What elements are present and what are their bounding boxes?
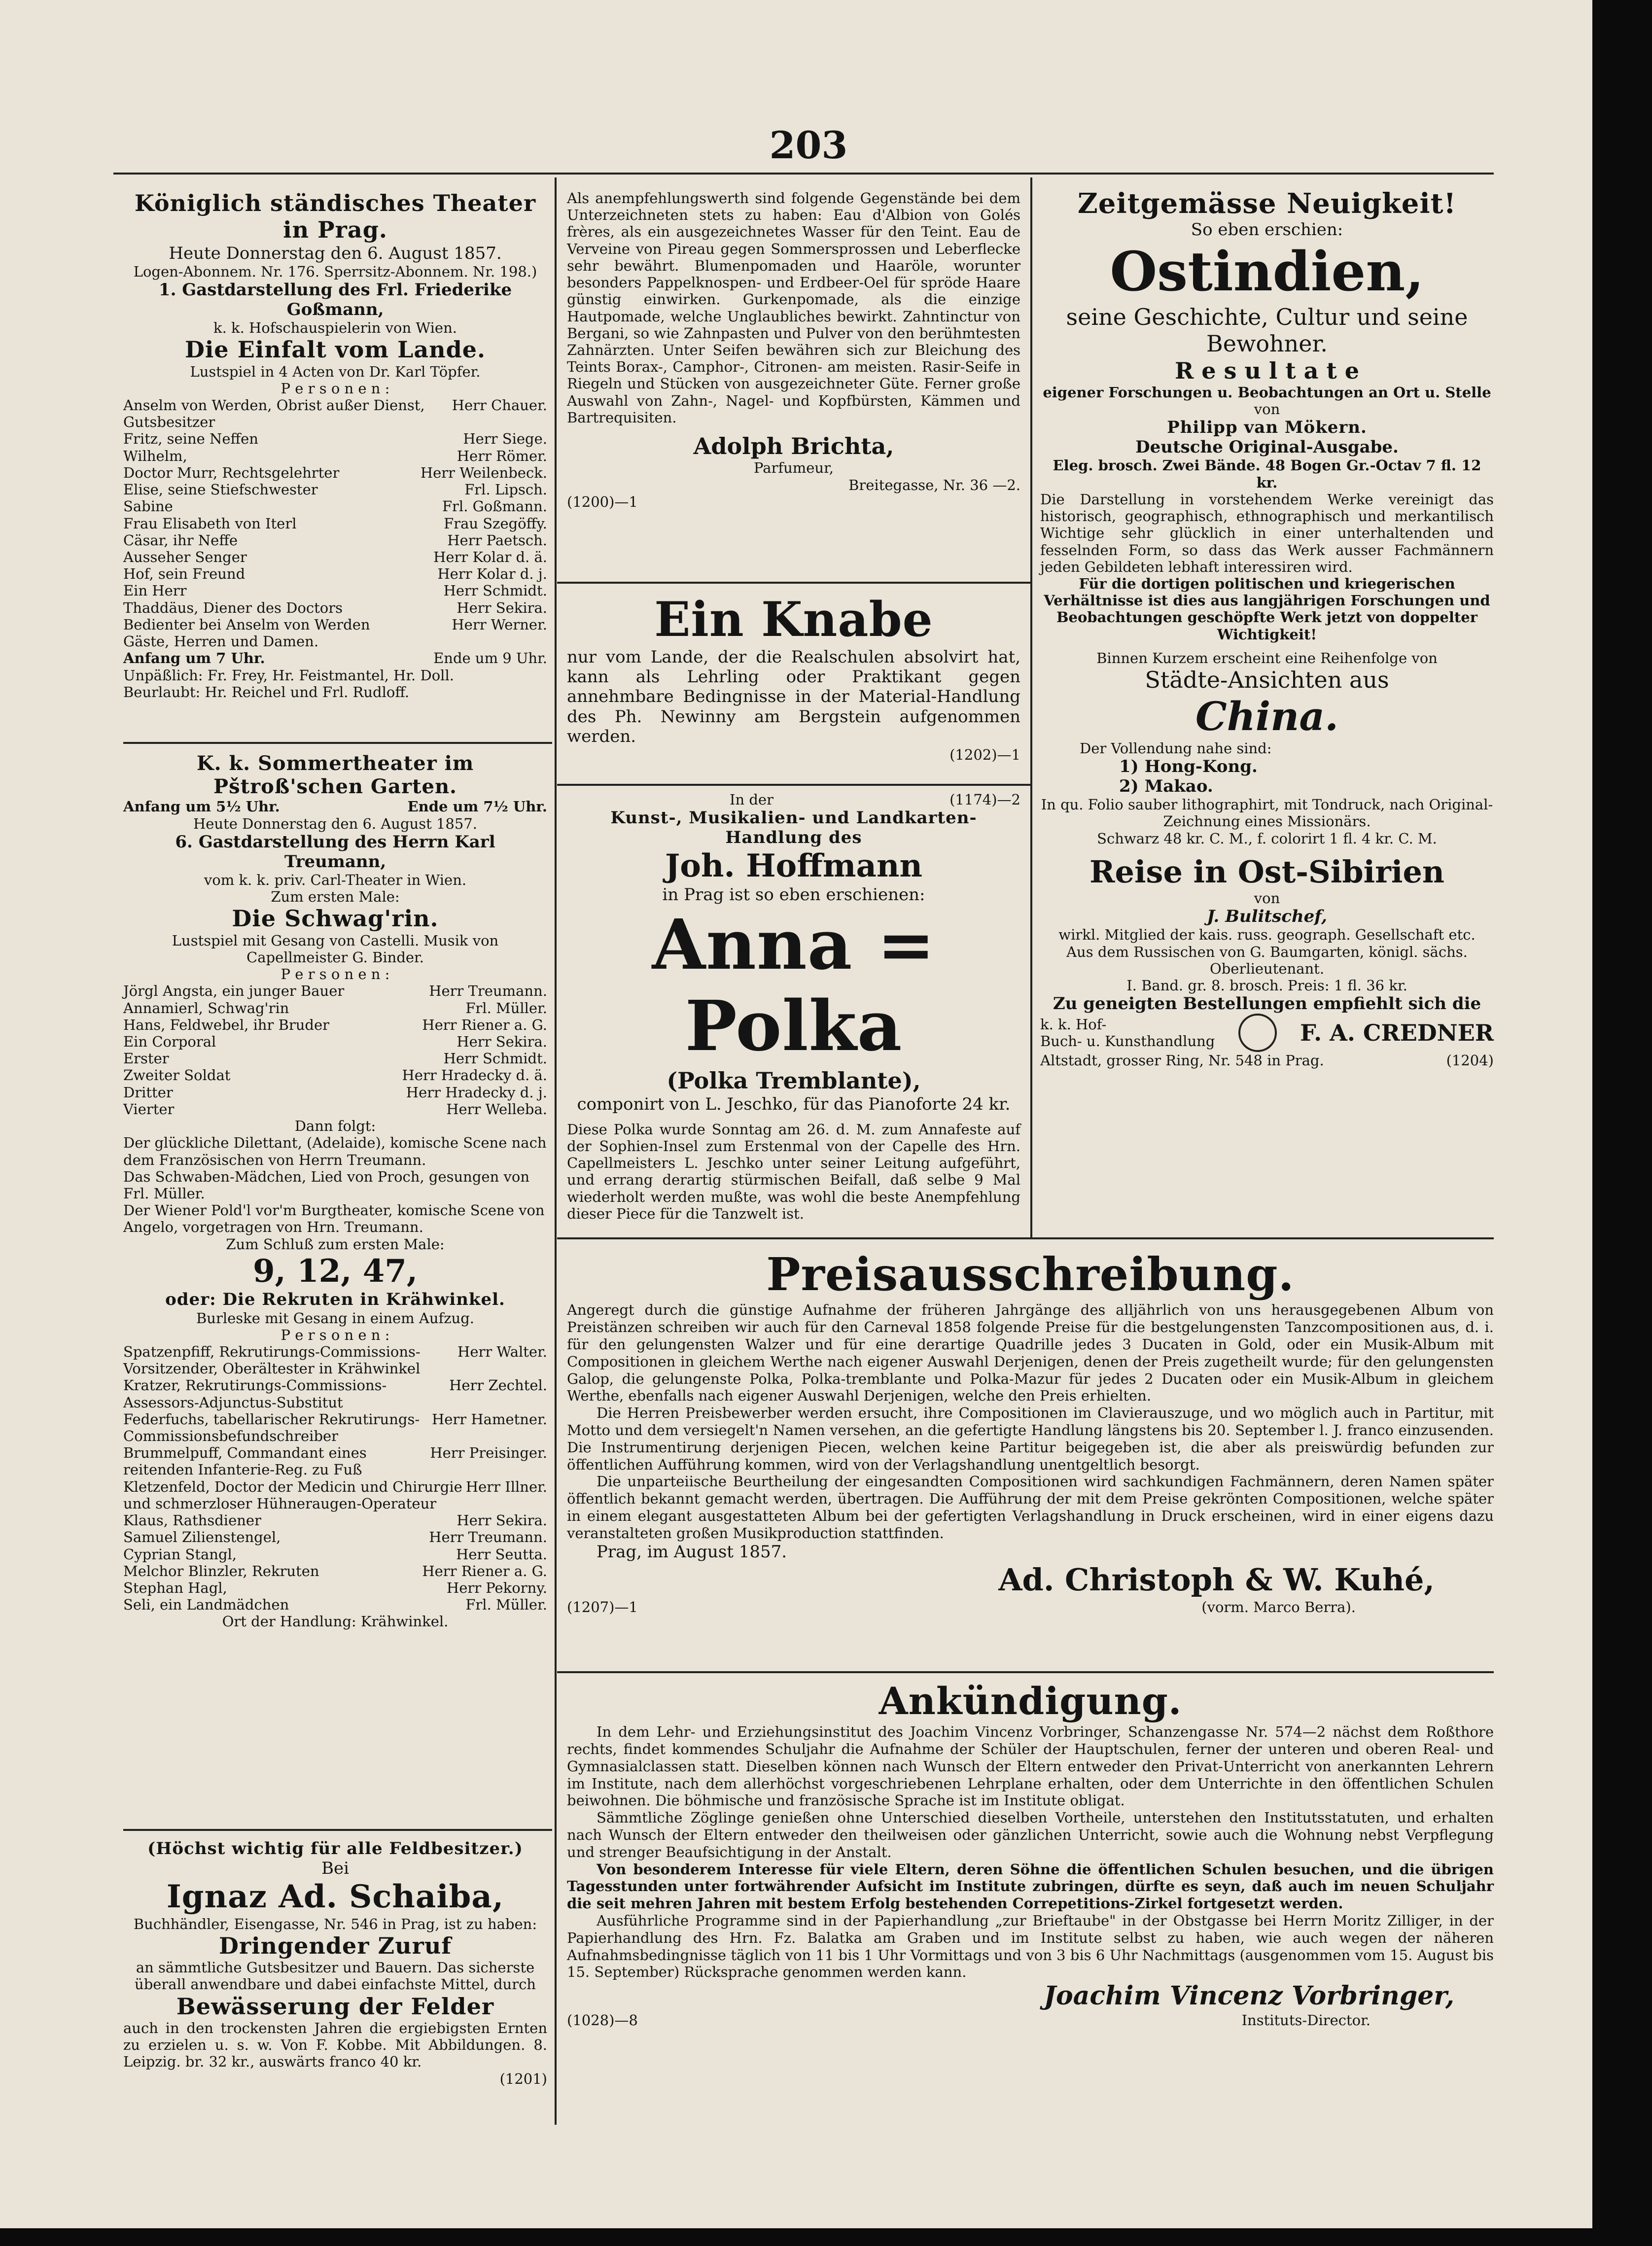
cast-row — [123, 1033, 547, 1050]
cast-actor: Herr Riener a. G. — [422, 1016, 547, 1033]
col2-rule-1 — [557, 582, 1030, 584]
col2-rule-2 — [557, 784, 1030, 786]
cast-row — [123, 1050, 547, 1067]
description-2: Für die dortigen politischen und kriegerischen Verhältnisse ist dies aus langjährigen Forschungen und Beobachtungen geschöpfte Werk jetzt von doppelter Wichtigkeit! — [1044, 575, 1490, 643]
cast-role: Zweiter Soldat — [123, 1067, 231, 1084]
cast-row — [123, 1067, 547, 1084]
cast-actor: Herr Walter. — [457, 1343, 547, 1360]
cast-row — [123, 582, 547, 599]
book-desc: an sämmtliche Gutsbesitzer und Bauern. Das sicherste überall anwendbare und dabei einfachste Mittel, durch — [135, 1959, 536, 1993]
cast-row — [123, 481, 547, 498]
cast-role: Ein Corporal — [123, 1033, 216, 1051]
makao: 2) Makao. — [1119, 776, 1213, 797]
translator: Aus dem Russischen von G. Baumgarten, königl. sächs. Oberlieutenant. — [1066, 943, 1468, 977]
cast-row — [123, 1084, 547, 1101]
cast-actor: Herr Treumann. — [429, 1529, 547, 1546]
author: Philipp van Mökern. — [1167, 418, 1367, 438]
cast-actor: Herr Hradecky d. j. — [406, 1084, 547, 1101]
cast-role: Cyprian Stangl, — [123, 1545, 237, 1563]
travel-title: Reise in Ost-Sibirien — [1090, 853, 1444, 890]
von: von — [1254, 401, 1280, 418]
cast-actor: Herr Chauer. — [452, 397, 547, 414]
column-rule-right — [1030, 177, 1032, 1237]
publisher-name: Joh. Hoffmann — [665, 847, 922, 885]
cast-row — [123, 1017, 547, 1033]
cast-actor: Herr Seutta. — [456, 1545, 547, 1563]
cast-row — [123, 1343, 547, 1377]
cast-actor: Herr Werner. — [452, 616, 547, 633]
just-published: So eben erschien: — [1191, 220, 1343, 240]
start-time: Anfang um 7 Uhr. — [123, 650, 265, 667]
publisher-address: in Prag ist so eben erschienen: — [662, 884, 925, 905]
prize-competition — [567, 1247, 1494, 1616]
cast-row — [123, 599, 547, 616]
intro: In der — [730, 791, 773, 808]
prize-title: Preisausschreibung. — [766, 1248, 1295, 1301]
ad-code: (1028)—8 — [567, 2011, 638, 2029]
play-title: Die Schwag'rin. — [232, 905, 439, 932]
ad-code: (1204) — [1446, 1052, 1494, 1069]
notice-body-4: Ausführliche Programme sind in der Papierhandlung „zur Brieftaube" in der Obstgasse bei Herrn Moritz Zilliger, in der Papierhandlung des Hrn. Fz. Balatka am Graben und im Institute selbst zu haben, wie auch wegen der näheren Aufnahmsbedingnisse täglich von 11 bis 1 Uhr Vormittags und von 3 bis 6 Uhr Nachmittags (ausgenommen vom 15. August bis 15. September) Rücksprache genommen werden kann. — [567, 1912, 1494, 1981]
cast-role: Federfuchs, tabellarischer Rekrutirungs-Commissionsbefundschreiber — [123, 1410, 420, 1445]
end-time: Ende um 9 Uhr. — [433, 650, 547, 667]
then-heading: Dann folgt: — [294, 1118, 376, 1135]
cast-actor: Herr Siege. — [463, 430, 547, 448]
cast-role: Anselm von Werden, Obrist außer Dienst, Gutsbesitzer — [123, 397, 425, 431]
ad-title: Ein Knabe — [654, 592, 933, 647]
composer: componirt von L. Jeschko, für das Pianoforte 24 kr. — [577, 1094, 1011, 1114]
results-2: eigener Forschungen u. Beobachtungen an Ort u. Stelle — [1043, 384, 1491, 401]
intro-row — [567, 791, 1020, 808]
cast-role: Thaddäus, Diener des Doctors — [123, 599, 343, 616]
ad-bei: Bei — [321, 1859, 349, 1879]
results: R e s u l t a t e — [1175, 357, 1359, 384]
firm-address-row — [1040, 1052, 1494, 1069]
firm-label-1: k. k. Hof- — [1040, 1016, 1107, 1033]
cast-actor: Herr Sekira. — [457, 1033, 547, 1051]
cast-role: Seli, ein Landmädchen — [123, 1596, 289, 1614]
leave-note: Beurlaubt: Hr. Reichel und Frl. Rudloff. — [123, 683, 410, 701]
time-row — [123, 798, 547, 815]
theater-guest-2: k. k. Hofschauspielerin von Wien. — [213, 319, 457, 337]
firm-row — [1040, 1014, 1494, 1052]
cast-actor: Frl. Müller. — [465, 999, 547, 1017]
cast-row — [123, 616, 547, 633]
cast-actor: Herr Illner. — [465, 1478, 547, 1495]
order-note: Zu geneigten Bestellungen empfiehlt sich die — [1053, 994, 1481, 1014]
cast-row — [123, 549, 547, 565]
polka-title: Anna = Polka — [652, 905, 936, 1067]
china-views: Städte-Ansichten aus — [1145, 667, 1389, 694]
theater-abo: Logen-Abonnem. Nr. 176. Sperrsitz-Abonnem. Nr. 198.) — [133, 263, 537, 280]
cast-actor: Frl. Müller. — [465, 1596, 547, 1614]
ad-code: (1207)—1 — [567, 1598, 638, 1615]
ad-code: (1202)—1 — [949, 746, 1020, 763]
china-price: Schwarz 48 kr. C. M., f. colorirt 1 fl. 4 kr. C. M. — [1097, 830, 1437, 847]
program-item: Der Wiener Pold'l vor'm Burgtheater, komische Scene von Angelo, vorgetragen von Hrn. Treumann. — [123, 1202, 545, 1236]
theater-title: K. k. Sommertheater im Pštroß'schen Garten. — [196, 752, 474, 799]
ad-code: (1201) — [499, 2070, 547, 2087]
farm-advertisement — [123, 1839, 547, 2087]
theater-guest: 1. Gastdarstellung des Frl. Friederike Goßmann, — [158, 280, 512, 319]
travel-price: I. Band. gr. 8. brosch. Preis: 1 fl. 36 kr. — [1126, 977, 1407, 994]
cast-row — [123, 515, 547, 532]
polka-subtitle: (Polka Tremblante), — [667, 1067, 921, 1094]
finale-genre: Burleske mit Gesang in einem Aufzug. — [196, 1309, 474, 1327]
prize-footer — [567, 1599, 1494, 1616]
notice-title: Ankündigung. — [879, 1679, 1182, 1723]
cast-role: Erster — [123, 1050, 169, 1067]
cast-list — [123, 397, 547, 633]
firm-label-2: Buch- u. Kunsthandlung — [1040, 1033, 1215, 1050]
cast-row — [123, 1546, 547, 1563]
book-title-2: Bewässerung der Felder — [176, 1993, 494, 2020]
cast-actor: Herr Sekira. — [457, 1512, 547, 1529]
cast-actor: Frl. Goßmann. — [442, 498, 547, 515]
first-time: Zum ersten Male: — [271, 888, 400, 906]
book-title: Dringender Zuruf — [218, 1932, 452, 1959]
bookshop-advertisement — [1040, 187, 1494, 1069]
persons-heading: P e r s o n e n : — [281, 1326, 390, 1343]
start-time: Anfang um 5½ Uhr. — [123, 798, 280, 815]
theater-date: Heute Donnerstag den 6. August 1857. — [193, 815, 477, 832]
theater-listing-2 — [123, 752, 547, 1630]
theater-guest-2: vom k. k. priv. Carl-Theater in Wien. — [204, 872, 467, 889]
prize-body-3: Die unparteiische Beurtheilung der eingesandten Compositionen wird sachkundigen Fachmännern, deren Namen später öffentlich bekannt gemacht werden, übertragen. Die Aufführung der mit dem Preise gekrönten Compositionen, welche später in einem elegant ausgestatteten Album bei der gefertigten Verlagshandlung in Druck erscheinen, wird in einer eigens dazu veranstalteten großen Musikproduction stattfinden. — [567, 1473, 1494, 1542]
book-title: Ostindien, — [1110, 240, 1424, 304]
cast-actor: Herr Kolar d. j. — [437, 565, 547, 583]
ad-headline: (Höchst wichtig für alle Feldbesitzer.) — [147, 1839, 523, 1859]
firm-address: Altstadt, grosser Ring, Nr. 548 in Prag. — [1040, 1052, 1324, 1069]
description: Die Darstellung in vorstehendem Werke vereinigt das historisch, geographisch, ethnographisch und merkantilisch Wichtige sehr glücklich in einer unterhaltenden und fesselnden Form, so dass das Werk ausser Fachmännern jeden Gebildeten lebhaft interessiren wird. — [1040, 491, 1494, 575]
place-of-action: Ort der Handlung: Krähwinkel. — [222, 1613, 449, 1630]
time-row — [123, 650, 547, 667]
cast-row — [123, 1529, 547, 1545]
col1-rule-2 — [123, 1829, 552, 1831]
program-item: Das Schwaben-Mädchen, Lied von Proch, gesungen von Frl. Müller. — [123, 1168, 529, 1202]
cast-actor: Herr Treumann. — [429, 983, 547, 1000]
persons-heading: P e r s o n e n : — [281, 380, 390, 397]
cast-actor: Herr Zechtel. — [449, 1377, 547, 1394]
cast-role: Sabine — [123, 498, 173, 515]
notice-signature-2: Instituts-Director. — [1241, 2011, 1371, 2029]
ad-body: nur vom Lande, der die Realschulen absolvirt hat, kann als Lehrling oder Praktikant gegen annehmbare Bedingnisse in der Material-Handlung des Ph. Newinny am Bergstein aufgenommen werden. — [567, 647, 1020, 746]
near-completion: Der Vollendung nahe sind: — [1080, 739, 1272, 757]
notice-body: In dem Lehr- und Erziehungsinstitut des Joachim Vincenz Vorbringer, Schanzengasse Nr. 574—2 nächst dem Roßthore rechts, findet kommendes Schuljahr die Aufnahme der Schüler der Hauptschulen, ferner der unteren und oberen Real- und Gymnasialclassen statt. Dieselben können nach Wunsch der Eltern entweder den Privat-Unterricht von anerkannten Lehrern im Institute, nach dem allerhöchst vorgeschriebenen Lehrplane erhalten, oder dem Unterrichte in den öffentlichen Schulen beiwohnen. Die böhmische und französische Sprache ist im Institute obligat. — [567, 1723, 1494, 1809]
prize-place: Prag, im August 1857. — [597, 1542, 787, 1562]
cast-role: Dritter — [123, 1084, 173, 1101]
notice-body-2: Sämmtliche Zöglinge genießen ohne Unterschied dieselben Vortheile, unterstehen den Institutsstatuten, und erhalten nach Wunsch der Eltern entweder den theilweisen oder gänzlichen Unterricht, sowie auch die Wohnung nebst Verpflegung und strenger Beaufsichtigung in der Anstalt. — [567, 1809, 1494, 1860]
cast-role: Ein Herr — [123, 582, 187, 599]
cast-role: Ausseher Senger — [123, 548, 247, 565]
cast-row — [123, 1377, 547, 1410]
cast-row — [123, 1411, 547, 1444]
cast-row — [123, 983, 547, 999]
section-rule — [557, 1237, 1494, 1239]
prize-body-2: Die Herren Preisbewerber werden ersucht, ihre Compositionen im Clavierauszuge, und wo möglich auch in Partitur, mit Motto und dem versiegelt'n Namen versehen, an die gefertigte Handlung längstens bis 20. September l. J. franco einzusenden. Die Instrumentirung derjenigen Piecen, welchen keine Partitur beigegeben ist, die aber als preiswürdig befunden zur öffentlichen Aufführung kommen, wird von der Verlagshandlung unentgeltlich besorgt. — [567, 1404, 1494, 1473]
cast-row — [123, 1000, 547, 1017]
travel-author: J. Bulitschef, — [1206, 907, 1328, 927]
notice-body-3: Von besonderem Interesse für viele Eltern, deren Söhne die öffentlichen Schulen besuchen, und die übrigen Tagesstunden unter fortwährender Aufsicht im Institute zubringen, dürfte es seyn, daß auch im neuen Schuljahr die seit mehren Jahren mit bestem Erfolg bestehenden Correpetitions-Zirkel fortgesetzt werden. — [567, 1860, 1494, 1912]
firm-label — [1040, 1016, 1215, 1050]
cast-role: Melchor Blinzler, Rekruten — [123, 1562, 319, 1579]
cast-actor: Herr Schmidt. — [443, 1050, 547, 1067]
cast-row — [123, 1444, 547, 1478]
col1-rule-1 — [123, 742, 552, 744]
cast-row — [123, 1512, 547, 1529]
cast-row — [123, 1596, 547, 1613]
travel-author-role: wirkl. Mitglied der kais. russ. geograph. Gesellschaft etc. — [1058, 926, 1476, 944]
cast-role: Fritz, seine Neffen — [123, 430, 258, 448]
hoffmann-advertisement — [567, 791, 1020, 1222]
ad-code: (1174)—2 — [949, 791, 1020, 808]
prize-body: Angeregt durch die günstige Aufnahme der früheren Jahrgänge des alljährlich von uns herausgegebenen Album von Preistänzen schreiben wir auch für den Carneval 1858 folgende Preise für die bestgelungensten Tanzcompositionen aus, d. i. für den gelungensten Walzer und für eine derartige Quadrille jedes 3 Ducaten in Gold, oder ein Musik-Album mit Compositionen in gleichem Werthe nach eigener Auswahl Derjenigen, denen der Preis zugetheilt wurde; für den gelungensten Galop, die gelungenste Polka, Polka-tremblante und Polka-Mazur für jedes 2 Ducaten oder ein Musik-Album in gleichem Werthe, ebenfalls nach eigener Auswahl Derjenigen, welche den Preis erhielten. — [567, 1301, 1494, 1404]
hong-kong: 1) Hong-Kong. — [1119, 756, 1258, 776]
merchant-address: Breitegasse, Nr. 36 —2. — [848, 476, 1020, 493]
play-title: Die Einfalt vom Lande. — [184, 336, 486, 363]
extras: Gäste, Herren und Damen. — [123, 633, 319, 650]
cast-actor: Herr Hradecky d. ä. — [402, 1067, 547, 1084]
firm-name: F. A. CREDNER — [1300, 1019, 1494, 1047]
cast-row — [123, 1579, 547, 1596]
cast-role: Samuel Zilienstengel, — [123, 1529, 281, 1546]
cast-row — [123, 565, 547, 582]
brichta-advertisement — [567, 190, 1020, 510]
cast-role: Stephan Hagl, — [123, 1579, 227, 1597]
cast-role: Hof, sein Freund — [123, 565, 246, 583]
soon: Binnen Kurzem erscheint eine Reihenfolge von — [1096, 649, 1438, 667]
cast-list-2 — [123, 1343, 547, 1614]
cast-actor: Herr Paetsch. — [447, 531, 547, 549]
cast-role: Hans, Feldwebel, ihr Bruder — [123, 1016, 330, 1033]
persons-heading: P e r s o n e n : — [281, 966, 390, 983]
cast-actor: Herr Römer. — [457, 447, 547, 464]
cast-actor: Herr Schmidt. — [443, 582, 547, 599]
imperial-eagle-icon — [1238, 1014, 1277, 1052]
cast-role: Jörgl Angsta, ein junger Bauer — [123, 983, 345, 1000]
header-rule — [113, 173, 1494, 175]
ad-head: Zeitgemässe Neuigkeit! — [1077, 187, 1457, 220]
prize-signature-2: (vorm. Marco Berra). — [1201, 1598, 1356, 1615]
cast-role: Klaus, Rathsdiener — [123, 1512, 261, 1529]
theater-guest: 6. Gastdarstellung des Herrn Karl Treumann, — [175, 832, 495, 872]
prize-signature: Ad. Christoph & W. Kuhé, — [998, 1562, 1435, 1598]
cast-actor: Herr Preisinger. — [430, 1444, 547, 1462]
cast-actor: Herr Sekira. — [457, 599, 547, 616]
cast-role: Vierter — [123, 1100, 175, 1118]
merchant-role: Parfumeur, — [753, 459, 834, 477]
cast-row — [123, 532, 547, 549]
price: Eleg. brosch. Zwei Bände. 48 Bogen Gr.-Octav 7 fl. 12 kr. — [1053, 457, 1481, 491]
book-subtitle: seine Geschichte, Cultur und seine Bewohner. — [1066, 303, 1468, 357]
cast-row — [123, 1101, 547, 1118]
cast-actor: Frl. Lipsch. — [464, 481, 547, 498]
cast-role: Doctor Murr, Rechtsgelehrter — [123, 464, 340, 481]
cast-role: Cäsar, ihr Neffe — [123, 531, 238, 549]
column-rule-left — [555, 177, 557, 2125]
folio-note: In qu. Folio sauber lithographirt, mit Tondruck, nach Original-Zeichnung eines Missionärs. — [1041, 796, 1493, 830]
cast-role: Kratzer, Rekrutirungs-Commissions-Assessors-Adjunctus-Substitut — [123, 1377, 387, 1411]
cast-role: Spatzenpfiff, Rekrutirungs-Commissions-Vorsitzender, Oberältester in Krähwinkel — [123, 1343, 421, 1377]
cast-row — [123, 464, 547, 481]
finale-heading: Zum Schluß zum ersten Male: — [226, 1235, 445, 1253]
cast-role: Wilhelm, — [123, 447, 187, 464]
bookseller-address: Buchhändler, Eisengasse, Nr. 546 in Prag, ist zu haben: — [133, 1915, 537, 1932]
cast-actor: Frau Szegöffy. — [444, 515, 547, 532]
cast-row — [123, 430, 547, 447]
notice-footer — [567, 2012, 1494, 2029]
von-2: von — [1254, 889, 1280, 907]
theater-listing-1 — [123, 190, 547, 701]
sick-note: Unpäßlich: Fr. Frey, Hr. Feistmantel, Hr. Doll. — [123, 667, 454, 684]
ad-body: Als anempfehlungswerth sind folgende Gegenstände bei dem Unterzeichneten stets zu haben: Eau d'Albion von Golés frères, als ein ausgezeichnetes Wasser für den Teint. Eau de Verveine von Pireau gegen Sommersprossen und Leberflecke sehr bewährt. Blumenpomaden und Haaröle, worunter besonders Pappelknospen- und Erdbeer-Oel für spröde Haare günstig einwirken. Gurkenpomade, als die einzige Hautpomade, welche Unglaubliches bewirkt. Zahntinctur von Bergani, so wie Zahnpasten und Pulver von den berühmtesten Zahnärzten. Unter Seifen bewähren sich zur Bleichung des Teints Borax-, Camphor-, Citronen- am meisten. Rasir-Seife in Riegeln und Stücken von ausgezeichneter Güte. Ferner große Auswahl von Zahn-, Nagel- und Kopfbürsten, Kämmen und Bartrequisiten. — [567, 190, 1020, 426]
cast-list — [123, 983, 547, 1118]
cast-actor: Herr Riener a. G. — [422, 1562, 547, 1579]
finale-play: oder: Die Rekruten in Krähwinkel. — [165, 1290, 505, 1310]
cast-actor: Herr Hametner. — [431, 1410, 547, 1428]
cast-row — [123, 448, 547, 464]
play-genre: Lustspiel in 4 Acten von Dr. Karl Töpfer. — [190, 363, 481, 380]
page-number: 203 — [769, 123, 848, 167]
edition: Deutsche Original-Ausgabe. — [1135, 437, 1399, 457]
shop-name: Kunst-, Musikalien- und Landkarten-Handlung des — [610, 808, 977, 848]
cast-row — [123, 1563, 547, 1579]
notice-signature: Joachim Vincenz Vorbringer, — [1044, 1981, 1454, 2011]
china-title: China. — [1195, 693, 1339, 740]
theater-date: Heute Donnerstag den 6. August 1857. — [169, 243, 502, 263]
cast-role: Frau Elisabeth von Iterl — [123, 515, 297, 532]
theater-title: Königlich ständisches Theater in Prag. — [134, 190, 536, 244]
cast-row — [123, 1478, 547, 1512]
knabe-advertisement — [567, 592, 1020, 763]
cast-role: Kletzenfeld, Doctor der Medicin und Chirurgie und schmerzloser Hühneraugen-Operateur — [123, 1478, 462, 1512]
cast-actor: Herr Kolar d. ä. — [433, 548, 547, 565]
cast-actor: Herr Weilenbeck. — [420, 464, 547, 481]
cast-role: Annamierl, Schwag'rin — [123, 999, 289, 1017]
cast-actor: Herr Pekorny. — [446, 1579, 547, 1597]
cast-role: Elise, seine Stiefschwester — [123, 481, 318, 498]
cast-role: Brummelpuff, Commandant eines reitenden Infanterie-Reg. zu Fuß — [123, 1444, 367, 1478]
ad-code: (1200)—1 — [567, 493, 638, 510]
bookseller-name: Ignaz Ad. Schaiba, — [166, 1878, 504, 1916]
finale-numbers: 9, 12, 47, — [252, 1252, 418, 1290]
merchant-name: Adolph Brichta, — [693, 433, 894, 460]
cast-actor: Herr Welleba. — [446, 1100, 547, 1118]
program-item: Der glückliche Dilettant, (Adelaide), komische Scene nach dem Französischen von Herrn Treumann. — [123, 1134, 547, 1168]
end-time: Ende um 7½ Uhr. — [407, 798, 547, 815]
cast-row — [123, 397, 547, 430]
play-genre: Lustspiel mit Gesang von Castelli. Musik von Capellmeister G. Binder. — [172, 932, 499, 966]
section-rule-2 — [557, 1671, 1494, 1673]
ad-body: Diese Polka wurde Sonntag am 26. d. M. zum Annafeste auf der Sophien-Insel zum Erstenmal von der Capelle des Hrn. Capellmeisters L. Jeschko unter seiner Leitung aufgeführt, und errang derartig stürmischen Beifall, daß selbe 9 Mal wiederholt werden mußte, was wohl die beste Anempfehlung dieser Piece für die Tanzwelt ist. — [567, 1121, 1020, 1222]
cast-role: Bedienter bei Anselm von Werden — [123, 616, 370, 633]
book-desc-2: auch in den trockensten Jahren die ergiebigsten Ernten zu erzielen u. s. w. Von F. Kobbe. Mit Abbildungen. 8. Leipzig. br. 32 kr., auswärts franco 40 kr. — [123, 2019, 547, 2071]
cast-row — [123, 498, 547, 515]
school-notice — [567, 1679, 1494, 2029]
